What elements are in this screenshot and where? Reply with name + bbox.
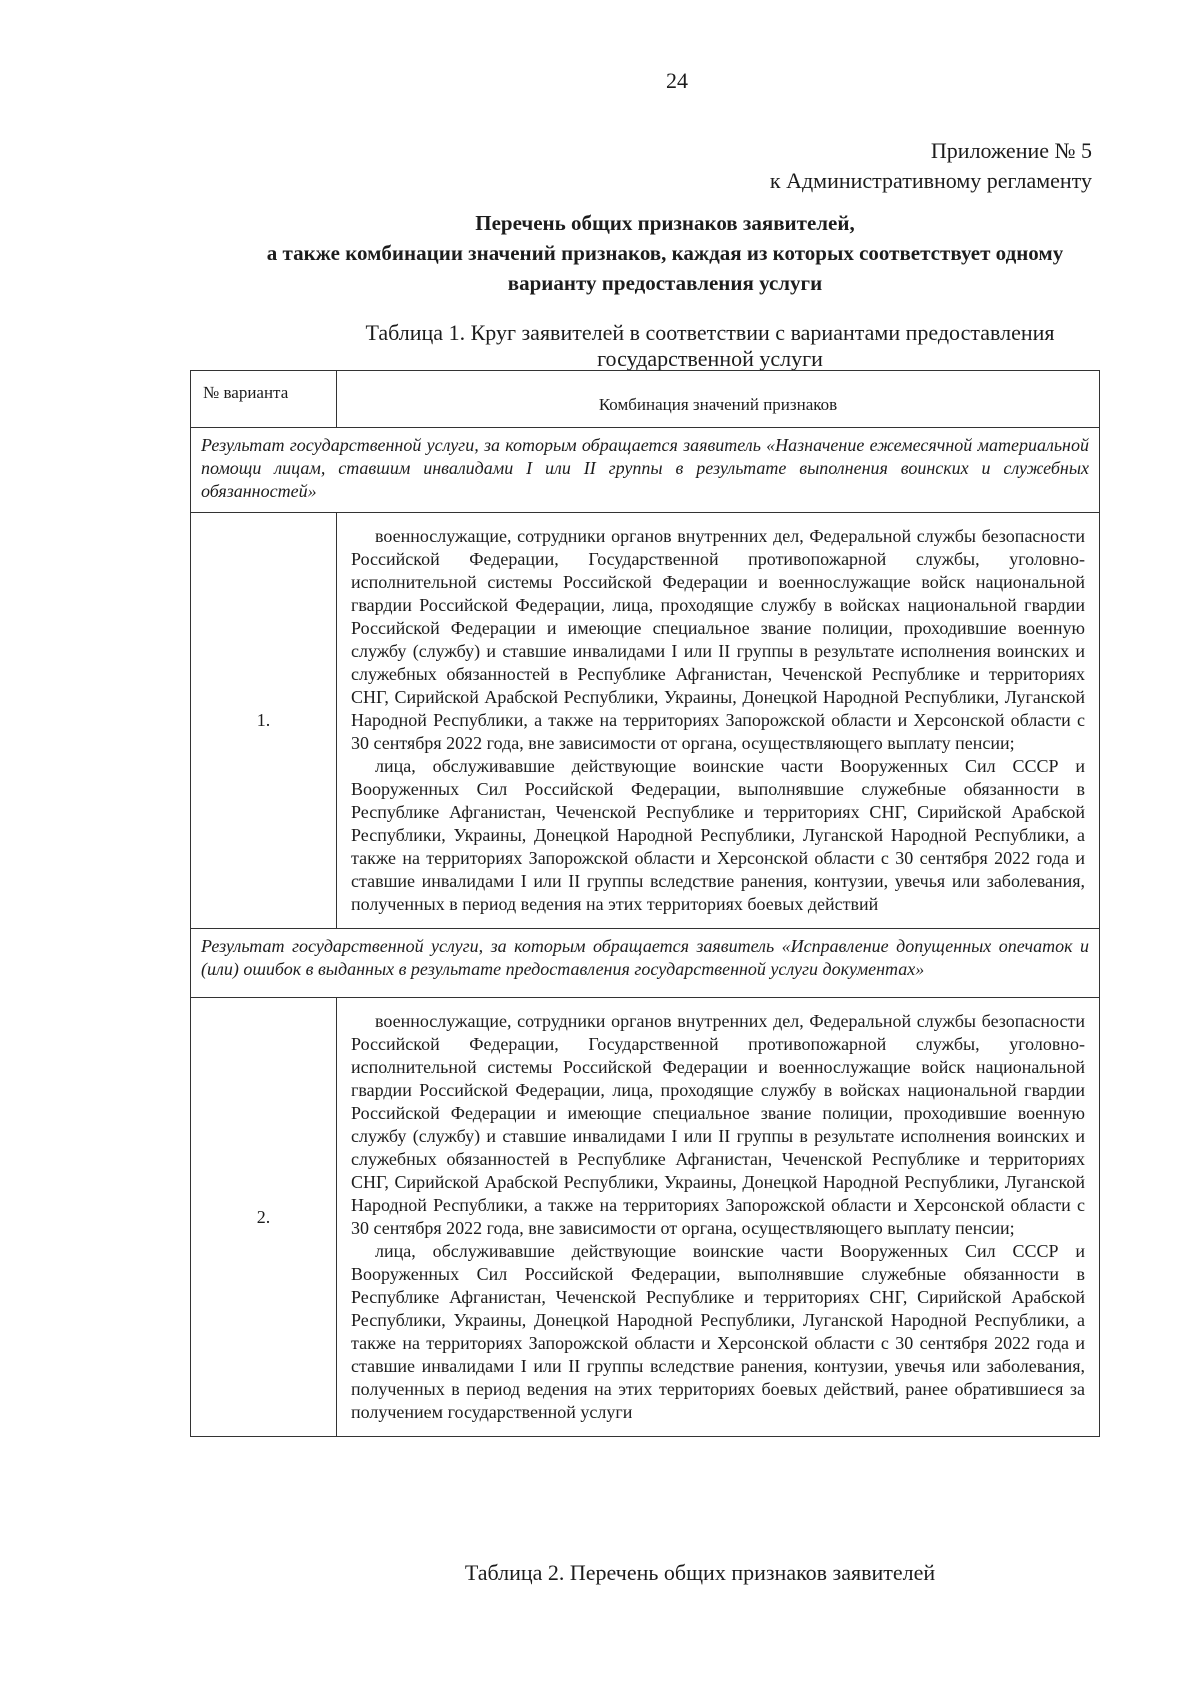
variant-combination bbox=[337, 513, 1100, 929]
combination-paragraph: лица, обслуживавшие действующие воинские части Вооруженных Сил СССР и Вооруженных Сил Российской Федерации, выполнявшие служебные обязанности в Республике Афганистан, Чеченской Республике и территориях СНГ, Сирийской Арабской Республики, Украины, Донецкой Народной Республики, Луганской Народной Республики, а также на территориях Запорожской области и Херсонской области с 30 сентября 2022 года и ставшие инвалидами I или II группы вследствие ранения, контузии, увечья или заболевания, полученных в период ведения на этих территориях боевых действий, ранее обратившиеся за получением государственной услуги bbox=[351, 1241, 1085, 1422]
combination-paragraph: военнослужащие, сотрудники органов внутренних дел, Федеральной службы безопасности Российской Федерации, Государственной противопожарной службы, уголовно-исполнительной системы Российской Федерации и военнослужащие войск национальной гвардии Российской Федерации, лица, проходящие службу в войсках национальной гвардии Российской Федерации и имеющие специальное звание полиции, проходившие военную службу (службу) и ставшие инвалидами I или II группы в результате исполнения воинских и служебных обязанностей в Республике Афганистан, Чеченской Республике и территориях СНГ, Сирийской Арабской Республики, Украины, Донецкой Народной Республики, Луганской Народной Республики, а также на территориях Запорожской области и Херсонской области с 30 сентября 2022 года, вне зависимости от органа, осуществляющего выплату пенсии; bbox=[351, 526, 1085, 753]
header-combination: Комбинация значений признаков bbox=[337, 371, 1100, 428]
combination-paragraph: военнослужащие, сотрудники органов внутренних дел, Федеральной службы безопасности Российской Федерации, Государственной противопожарной службы, уголовно-исполнительной системы Российской Федерации и военнослужащие войск национальной гвардии Российской Федерации, лица, проходящие службу в войсках национальной гвардии Российской Федерации и имеющие специальное звание полиции, проходившие военную службу (службу) и ставшие инвалидами I или II группы в результате исполнения воинских и служебных обязанностей в Республике Афганистан, Чеченской Республике и территориях СНГ, Сирийской Арабской Республики, Украины, Донецкой Народной Республики, Луганской Народной Республики, а также на территориях Запорожской области и Херсонской области с 30 сентября 2022 года, вне зависимости от органа, осуществляющего выплату пенсии; bbox=[351, 1011, 1085, 1238]
page-number: 24 bbox=[666, 68, 688, 93]
variant-row bbox=[191, 998, 1100, 1437]
header-variant-number: № варианта bbox=[191, 371, 337, 428]
title-line-2: а также комбинации значений признаков, каждая из которых соответствует одному bbox=[266, 241, 1064, 265]
variants-table bbox=[190, 370, 1100, 1437]
table-header-row bbox=[191, 371, 1100, 428]
appendix-number: Приложение № 5 bbox=[930, 138, 1092, 163]
variant-number: 2. bbox=[191, 998, 337, 1437]
result-description: Результат государственной услуги, за которым обращается заявитель «Назначение ежемесячной материальной помощи лицам, ставшим инвалидами I или II группы в результате выполнения воинских и служебных обязанностей» bbox=[191, 428, 1100, 513]
appendix-reference: к Административному регламенту bbox=[769, 168, 1092, 193]
document-title bbox=[200, 208, 1130, 298]
combination-paragraph: лица, обслуживавшие действующие воинские части Вооруженных Сил СССР и Вооруженных Сил Российской Федерации, выполнявшие служебные обязанности в Республике Афганистан, Чеченской Республике и территориях СНГ, Сирийской Арабской Республики, Украины, Донецкой Народной Республики, Луганской Народной Республики, а также на территориях Запорожской области и Херсонской области с 30 сентября 2022 года и ставшие инвалидами I или II группы вследствие ранения, контузии, увечья или заболевания, полученных в период ведения на этих территориях боевых действий bbox=[351, 756, 1085, 914]
variant-combination bbox=[337, 998, 1100, 1437]
appendix-note bbox=[592, 136, 1092, 196]
table2-caption: Таблица 2. Перечень общих признаков заявителей bbox=[464, 1560, 936, 1585]
table1-caption: Таблица 1. Круг заявителей в соответствии с вариантами предоставления государственной услуги bbox=[365, 320, 1055, 371]
title-line-3: варианту предоставления услуги bbox=[507, 271, 823, 295]
result-description: Результат государственной услуги, за которым обращается заявитель «Исправление допущенных опечаток и (или) ошибок в выданных в результате предоставления государственной услуги документах» bbox=[191, 929, 1100, 998]
result-row bbox=[191, 929, 1100, 998]
result-row bbox=[191, 428, 1100, 513]
title-line-1: Перечень общих признаков заявителей, bbox=[475, 211, 855, 235]
variant-row bbox=[191, 513, 1100, 929]
variant-number: 1. bbox=[191, 513, 337, 929]
